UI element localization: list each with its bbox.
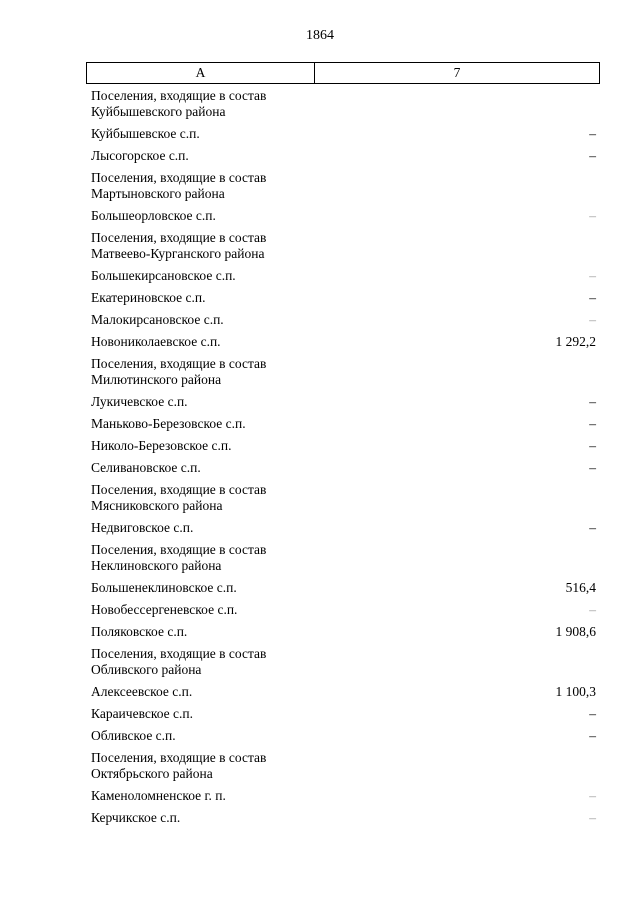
group-label: Поселения, входящие в состав Октябрьского района <box>91 750 267 781</box>
table-row <box>91 788 596 804</box>
group-header-row <box>91 230 596 262</box>
group-label: Поселения, входящие в состав Милютинского района <box>91 356 267 387</box>
group-label: Поселения, входящие в состав Матвеево-Курганского района <box>91 230 267 261</box>
settlement-name: Маньково-Березовское с.п. <box>91 416 246 431</box>
settlement-name: Малокирсановское с.п. <box>91 312 224 327</box>
settlement-name: Лукичевское с.п. <box>91 394 188 409</box>
table-row <box>91 460 596 476</box>
table-row <box>91 416 596 432</box>
table-row <box>91 706 596 722</box>
table-row <box>91 268 596 284</box>
table-row <box>91 148 596 164</box>
group-header-row <box>91 750 596 782</box>
settlement-name: Николо-Березовское с.п. <box>91 438 232 453</box>
settlement-name: Обливское с.п. <box>91 728 176 743</box>
group-header-row <box>91 482 596 514</box>
value-cell: – <box>589 126 596 141</box>
group-header-row <box>91 542 596 574</box>
table-row <box>91 728 596 744</box>
table-body <box>91 88 596 826</box>
value-cell: – <box>589 416 596 431</box>
group-label: Поселения, входящие в состав Куйбышевского района <box>91 88 267 119</box>
settlement-name: Большекирсановское с.п. <box>91 268 236 283</box>
table-row <box>91 624 596 640</box>
group-label: Поселения, входящие в состав Обливского района <box>91 646 267 677</box>
table-row <box>91 602 596 618</box>
value-cell: – <box>589 148 596 163</box>
value-cell: – <box>589 788 596 803</box>
group-label: Поселения, входящие в состав Мартыновского района <box>91 170 267 201</box>
column-header-7: 7 <box>453 65 461 80</box>
value-cell: – <box>589 706 596 721</box>
group-header-row <box>91 88 596 120</box>
settlement-name: Недвиговское с.п. <box>91 520 194 535</box>
value-cell: 1 100,3 <box>555 684 596 699</box>
value-cell: – <box>589 460 596 475</box>
settlement-name: Большенеклиновское с.п. <box>91 580 237 595</box>
settlement-name: Новобессергеневское с.п. <box>91 602 238 617</box>
settlement-name: Екатериновское с.п. <box>91 290 206 305</box>
group-header-row <box>91 646 596 678</box>
value-cell: – <box>589 208 596 223</box>
group-header-row <box>91 170 596 202</box>
settlement-name: Поляковское с.п. <box>91 624 188 639</box>
table-row <box>91 810 596 826</box>
value-cell: – <box>589 810 596 825</box>
value-cell: 1 292,2 <box>555 334 596 349</box>
settlement-name: Каменоломненское г. п. <box>91 788 226 803</box>
page-number: 1864 <box>306 28 334 43</box>
settlement-name: Керчикское с.п. <box>91 810 181 825</box>
table-row <box>91 290 596 306</box>
value-cell: 516,4 <box>565 580 596 595</box>
settlement-name: Лысогорское с.п. <box>91 148 189 163</box>
table-row <box>91 438 596 454</box>
table-row <box>91 684 596 700</box>
value-cell: – <box>589 312 596 327</box>
value-cell: – <box>589 728 596 743</box>
value-cell: – <box>589 394 596 409</box>
settlement-name: Большеорловское с.п. <box>91 208 216 223</box>
table-row <box>91 312 596 328</box>
table-header <box>86 62 600 84</box>
group-label: Поселения, входящие в состав Неклиновского района <box>91 542 267 573</box>
table-row <box>91 334 596 350</box>
settlement-name: Караичевское с.п. <box>91 706 193 721</box>
group-header-row <box>91 356 596 388</box>
table-row <box>91 394 596 410</box>
settlement-name: Новониколаевское с.п. <box>91 334 221 349</box>
value-cell: – <box>589 602 596 617</box>
value-cell: 1 908,6 <box>555 624 596 639</box>
settlement-name: Куйбышевское с.п. <box>91 126 200 141</box>
value-cell: – <box>589 438 596 453</box>
table-row <box>91 126 596 142</box>
value-cell: – <box>589 290 596 305</box>
settlement-name: Селивановское с.п. <box>91 460 201 475</box>
value-cell: – <box>589 520 596 535</box>
group-label: Поселения, входящие в состав Мясниковского района <box>91 482 267 513</box>
settlement-name: Алексеевское с.п. <box>91 684 193 699</box>
column-header-a: А <box>87 63 315 83</box>
table-row <box>91 520 596 536</box>
table-row <box>91 580 596 596</box>
value-cell: – <box>589 268 596 283</box>
table-row <box>91 208 596 224</box>
